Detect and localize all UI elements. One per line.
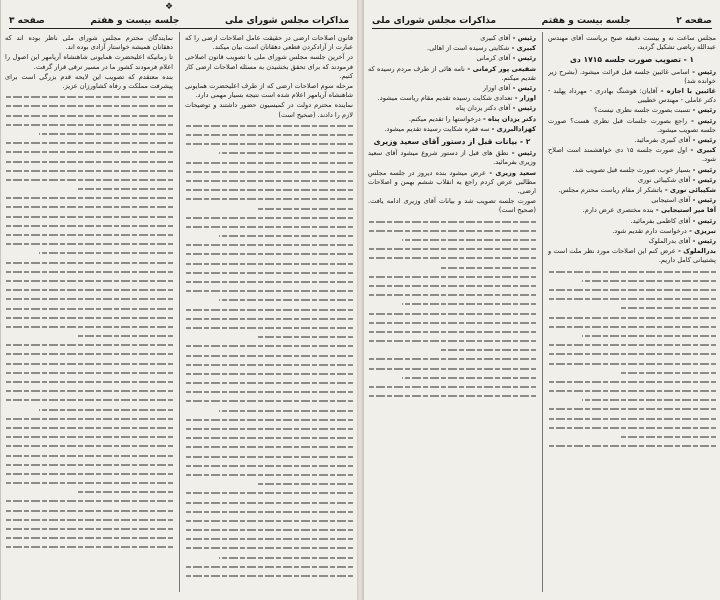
paragraph-text: آقای کبیری: [480, 34, 511, 42]
speaker-name: آقا میر استیجابی -: [653, 206, 716, 215]
section-heading: ۲ - بیانات قبل از دستور آقای سعید وزیری: [373, 137, 531, 147]
paragraph: [185, 53, 353, 81]
speaker-name: رئیس -: [690, 216, 716, 225]
paragraph-text: در آخرین جلسه مجلس شورای ملی با تصویب قانون اصلاحی فرمودند که برای تحقق بخشیدن به مسئله اصلاحات ارضی کار کنیم.: [185, 53, 353, 80]
paragraph-text: آقای اوزار: [482, 84, 511, 93]
paragraph: [368, 44, 536, 53]
speaker-name: شفیعی پور کرمانی -: [464, 64, 536, 73]
speaker-name: بدرالملوک -: [675, 247, 716, 256]
speaker-name: رئیس -: [510, 104, 536, 113]
paragraph: [368, 169, 536, 197]
publication-title: مذاکرات مجلس شورای ملی: [372, 16, 497, 26]
speaker-name: کبیری -: [509, 44, 536, 53]
speaker-name: دکتر یزدان پناه -: [480, 114, 536, 123]
speaker-name: کبیری -: [687, 146, 716, 155]
speaker-name: رئیس -: [690, 106, 716, 115]
paragraph-text: نمایندگان محترم مجلس شورای ملی ناظر بوده اند که دهقانان همیشه خواستار آزادی بوده اند.: [5, 34, 173, 52]
text-lines: [548, 267, 716, 451]
paragraph-text: نطق های قبل از دستور شروع میشود آقای سعید وزیری بفرمائید.: [368, 149, 536, 167]
meeting-title: جلسه بیست و هفتم: [541, 16, 631, 26]
speaker-name: رئیس -: [510, 54, 536, 63]
paragraph-text: نامه هائی از طرف مردم رسیده که تقدیم میکنم.: [368, 64, 536, 82]
paragraph-text: آقای کاظمی بفرمائید.: [630, 216, 691, 225]
page-3: [0, 0, 357, 600]
paragraph: [548, 68, 716, 86]
paragraph-text: بنده معتقدم که تصویب این لایحه قدم بزرگی است برای پیشرفت مملکت و رفاه کشاورزان عزیز.: [5, 72, 173, 91]
paragraph: [368, 149, 536, 167]
paragraph-text: آقای دکتر یزدان پناه: [455, 104, 511, 113]
speaker-name: رئیس -: [690, 136, 716, 145]
paragraph-text: عرض میشود بنده دیروز در جلسه مجلس مطالبی عرض کردم راجع به انقلاب ششم بهمن و اصلاحات ارضی.: [368, 168, 536, 196]
speaker-name: رئیس -: [690, 237, 716, 246]
paragraph-text: تا زمانیکه اعلیحضرت همایونی شاهنشاه آریامهر این اصول را اعلام فرمودند کشور ما در مسیر ترقی قرار گرفت.: [5, 53, 173, 71]
paragraph: [548, 247, 716, 265]
paragraph: [548, 146, 716, 164]
paragraphs: [185, 34, 353, 120]
paragraph-text: بنده مختصری عرض دارم.: [582, 206, 654, 215]
paragraph: [548, 34, 716, 52]
paragraph-text: بسیار خوب، صورت جلسه قبل تصویب شد.: [572, 165, 691, 174]
paragraph: [5, 34, 173, 52]
speaker-name: اوزار -: [512, 94, 536, 103]
paragraph: [548, 166, 716, 175]
column-right: [185, 34, 353, 594]
paragraph: [548, 136, 716, 145]
paragraph-text: آقایان: هوشنگ بهادری - مهرداد پهلبد - دکتر عاملی - مهندس خطیبی: [548, 87, 716, 105]
speaker-name: رئیس -: [687, 116, 716, 125]
paragraph: [368, 115, 536, 124]
paragraph: [368, 125, 536, 134]
page-header: [9, 10, 349, 29]
paragraph: [5, 73, 173, 91]
paragraph: [548, 117, 716, 135]
paragraph: [548, 106, 716, 115]
column-left: [5, 34, 173, 594]
paragraph-text: آقای استیجابی: [651, 196, 691, 205]
page-2: [364, 0, 720, 600]
paragraph-text: آقای کبیری بفرمائید.: [634, 136, 691, 145]
column-divider: [179, 32, 180, 592]
paragraph-text: باتشکر از مقام ریاست محترم مجلس.: [558, 186, 663, 195]
paragraph: [548, 196, 716, 205]
paragraph-text: نسبت بصورت جلسه نظری نیست؟: [594, 106, 691, 115]
paragraph: [368, 54, 536, 63]
paragraph: [368, 104, 536, 113]
paragraph: [368, 34, 536, 43]
speaker-name: تبریزی -: [686, 226, 716, 235]
paragraphs: [548, 34, 716, 266]
paragraph-text: آقای بدرالملوک: [648, 237, 691, 246]
section-heading: ۱ - تصویب صورت جلسه ۱۷۱۵ دی: [569, 55, 695, 65]
paragraphs: [5, 34, 173, 91]
column-divider: [542, 32, 543, 592]
paragraph-text: آقای شکیبائی نوری: [637, 175, 691, 184]
paragraph: [548, 237, 716, 246]
column-right: [548, 34, 716, 594]
paragraph: [548, 87, 716, 105]
paragraph: [185, 82, 353, 100]
paragraph-text: اسامی غائبین جلسه قبل قرائت میشود. (بشرح زیر خوانده شد): [548, 67, 716, 85]
paragraph-text: درخواستها را تقدیم میکنم.: [408, 114, 481, 123]
paragraph: [185, 101, 353, 119]
paragraph-text: عرض کنم این اصلاحات مورد نظر ملت است و پشتیبانی کامل داریم.: [548, 247, 716, 265]
speaker-name: رئیس -: [690, 175, 716, 184]
paragraph-text: شکایتی رسیده است از اهالی.: [427, 44, 510, 53]
paragraph-text: نماینده محترم دولت در کمیسیون حضور داشتند و توضیحات لازم را دادند. (صحیح است): [185, 101, 353, 119]
binding-gutter: [356, 0, 364, 600]
speaker-name: سعید وزیری -: [485, 168, 536, 177]
speaker-name: رئیس -: [510, 34, 536, 42]
paragraph: [368, 84, 536, 93]
paragraphs: [368, 34, 536, 216]
paragraph-text: مجلس ساعت نه و بیست دقیقه صبح بریاست آقای مهندس عبدالله ریاضی تشکیل گردید.: [548, 34, 716, 52]
page-number: صفحه ۲: [676, 16, 712, 26]
paragraph: [368, 94, 536, 103]
paragraph-text: سه فقره شکایت رسیده تقدیم میشود.: [384, 124, 490, 133]
paragraph-text: صورت جلسه تصویب شد و بیانات آقای وزیری ادامه یافت. (صحیح است): [368, 197, 536, 215]
paragraph-text: مرحله سوم اصلاحات ارضی که از طرف اعلیحضرت همایونی شاهنشاه آریامهر اعلام شده است نتیجه بسیار مهمی دارد.: [185, 82, 353, 100]
paragraph-text: درخواست دارم تقدیم شود.: [612, 226, 687, 235]
page-number: صفحه ۳: [9, 16, 45, 26]
paragraph-text: آقای کرمانی: [476, 54, 511, 63]
paragraph-text: تعدادی شکایت رسیده تقدیم مقام ریاست میشود.: [377, 94, 513, 103]
publication-title: مذاکرات مجلس شورای ملی: [224, 16, 349, 26]
speaker-name: رئیس -: [508, 149, 536, 158]
paragraph: [368, 65, 536, 83]
ornament-icon: ❖: [165, 2, 174, 12]
speaker-name: رئیس -: [510, 84, 536, 93]
paragraph: [548, 176, 716, 185]
paragraph: [5, 53, 173, 71]
paragraph: [548, 206, 716, 215]
paragraph: [368, 197, 536, 215]
speaker-name: رئیس -: [689, 67, 716, 76]
text-lines: [368, 217, 536, 401]
text-lines: [5, 92, 173, 551]
paragraph-text: راجع بصورت جلسات قبل نظری هست؟ صورت جلسه تصویب میشود.: [548, 116, 716, 134]
speaker-name: رئیس -: [690, 196, 716, 205]
speaker-name: شکیبائی نوری -: [662, 186, 716, 195]
paragraph-text: قانون اصلاحات ارضی در حقیقت عامل اصلاحات ارضی را که عبارت از آزادکردن قطعی دهقانان است بیان میکند.: [185, 34, 353, 52]
paragraph: [548, 217, 716, 226]
page-header: [372, 10, 712, 29]
paragraph: [548, 227, 716, 236]
speaker-name: رئیس -: [690, 165, 716, 174]
speaker-name: غائبین با اجازه -: [657, 87, 716, 96]
paragraph: [185, 34, 353, 52]
speaker-name: کهزادالبرزی -: [489, 124, 536, 133]
paragraph-text: اول صورت جلسه ۱۵ دی خواهشمند است اصلاح شود.: [548, 146, 716, 164]
text-lines: [185, 121, 353, 580]
column-left: [368, 34, 536, 594]
meeting-title: جلسه بیست و هفتم: [90, 16, 180, 26]
paragraph: [548, 186, 716, 195]
